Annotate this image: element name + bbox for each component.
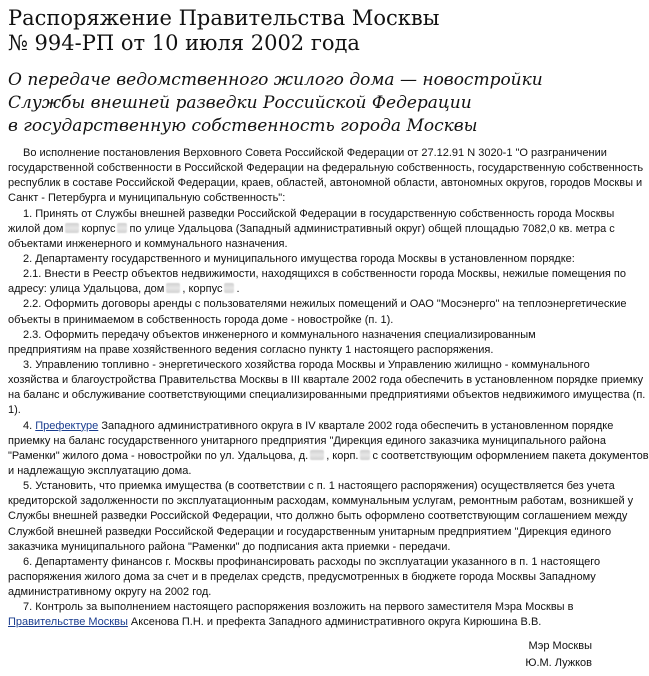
redacted-number	[360, 450, 370, 460]
clause-2-2-line: объекты в принимаемом в собственность города доме - новостройке (п. 1).	[8, 313, 394, 326]
clause-3-line: 1).	[8, 404, 21, 417]
clause-2-1-line: 2.1. Внести в Реестр объектов недвижимости, находящихся в собственности города Москвы, нежилые помещения по	[23, 268, 626, 281]
clause-number: 4.	[23, 419, 33, 432]
redacted-number	[65, 223, 79, 233]
intro-line: Во исполнение постановления Верховного Совета Российской Федерации от 27.12.91 N 3020-1 "О разграничении	[23, 147, 607, 159]
intro-line: Санкт - Петербурга и муниципальную собственность":	[8, 192, 286, 205]
clause-text: корпус	[81, 222, 116, 235]
clause-1-line	[8, 222, 615, 237]
clause-6-line: административному округу на 2002 год.	[8, 586, 212, 599]
document-subtitle-line-1: О передаче ведомственного жилого дома — новостройки	[8, 70, 543, 90]
clause-1-line: объектами инженерного и коммунального назначения.	[8, 237, 288, 250]
clause-2-line: 2. Департаменту государственного и муниципального имущества города Москвы в установленном порядке:	[23, 252, 575, 265]
clause-text: , корп.	[326, 449, 359, 462]
intro-line: государственной собственности в Российской Федерации на федеральную собственность, государственную собственность	[8, 162, 644, 175]
clause-2-2-line: 2.2. Оформить договоры аренды с пользователями нежилых помещений и ОАО "Мосэнерго" на теплоэнергетические	[23, 298, 627, 311]
clause-7-line: 7. Контроль за выполнением настоящего распоряжения возложить на первого заместителя Мэра Москвы в	[23, 601, 574, 614]
clause-5-line: Службой внешней разведки Российской Федерации и государственным унитарным предприятием "Дирекция единого	[8, 525, 612, 538]
clause-2-3-line: 2.3. Оформить передачу объектов инженерного и коммунального назначения специализированным	[23, 328, 536, 341]
clause-2-3-line: предприятиям на праве хозяйственного ведения согласно пункту 1 настоящего распоряжения.	[8, 343, 494, 356]
clause-3-line: хозяйства и благоустройства Правительства Москвы в III квартале 2002 года обеспечить в установленном порядке приемку	[8, 374, 644, 387]
redacted-number	[166, 283, 180, 293]
clause-5-line: 5. Установить, что приемка имущества (в соответствии с п. 1 настоящего распоряжения) осуществляется без учета	[23, 480, 615, 493]
clause-4-line: приемку на баланс государственного унитарного предприятия "Дирекция единого заказчика муниципального района	[8, 434, 606, 447]
clause-7-line	[8, 615, 592, 630]
clause-text: Западного административного округа в IV квартале 2002 года обеспечить в установленном порядке	[101, 419, 614, 432]
clause-text: "Раменки" жилого дома - новостройки по ул. Удальцова, д.	[8, 449, 309, 462]
clause-text: .	[236, 283, 240, 296]
clause-2-1-line	[8, 282, 592, 297]
redacted-number	[310, 450, 324, 460]
clause-5-line: заказчика муниципального района "Раменки" до подписания акта приемки - передачи.	[8, 540, 451, 553]
clause-text: , корпус	[182, 283, 223, 296]
intro-line: республик в составе Российской Федерации, краев, областей, автономной области, автономных округов, городов Москвы и	[8, 177, 643, 190]
clause-6-line: 6. Департаменту финансов г. Москвы профинансировать расходы по эксплуатации указанного в п. 1 настоящего	[23, 555, 601, 568]
clause-5-line: Службы внешней разведки Российской Федерации, что должно быть оформлено соответствующим соглашением между	[8, 510, 628, 523]
clause-3-line: 3. Управлению топливно - энергетического хозяйства города Москвы и Управлению жилищно - коммунального	[23, 358, 590, 371]
document-title-line-2: № 994-РП от 10 июля 2002 года	[8, 31, 360, 55]
clause-text: Аксенова П.Н. и префекта Западного административного округа Кирюшина В.В.	[130, 616, 542, 629]
clause-text: с соответствующим оформлением пакета документов	[372, 449, 649, 462]
clause-text: адресу: улица Удальцова, дом	[8, 283, 165, 296]
signature-name: Ю.М. Лужков	[525, 657, 592, 669]
document-body	[8, 146, 649, 631]
clause-5-line: кредиторской задолженности по эксплуатационным расходам, коммунальным услугам, ремонтным работам, возникшей у	[8, 495, 634, 508]
clause-1-line: 1. Принять от Службы внешней разведки Российской Федерации в государственную собственность города Москвы	[23, 207, 615, 220]
document-title-line-1: Распоряжение Правительства Москвы	[8, 6, 440, 30]
redacted-number	[117, 223, 127, 233]
signature-position: Мэр Москвы	[528, 640, 592, 652]
redacted-number	[224, 283, 234, 293]
document-subtitle-line-3: в государственную собственность города Москвы	[8, 116, 478, 136]
clause-4-line	[8, 449, 649, 464]
prefecture-link[interactable]: Префектуре	[35, 419, 99, 432]
moscow-government-link[interactable]: Правительстве Москвы	[8, 616, 128, 629]
clause-6-line: распоряжения жилого дома за счет и в пределах средств, предусмотренных в бюджете города Москвы Западному	[8, 570, 596, 583]
clause-4-line	[8, 419, 614, 434]
clause-4-line: и надлежащую эксплуатацию дома.	[8, 464, 192, 477]
clause-text: жилой дом	[8, 222, 64, 235]
clause-text: по улице Удальцова (Западный административный округ) общей площадью 7082,0 кв. метра с	[129, 222, 615, 235]
clause-3-line: на баланс и обслуживание соответствующими специализированными предприятиями объектов недвижимого имущества (п.	[8, 389, 646, 402]
document-subtitle-line-2: Службы внешней разведки Российской Федерации	[8, 93, 472, 113]
